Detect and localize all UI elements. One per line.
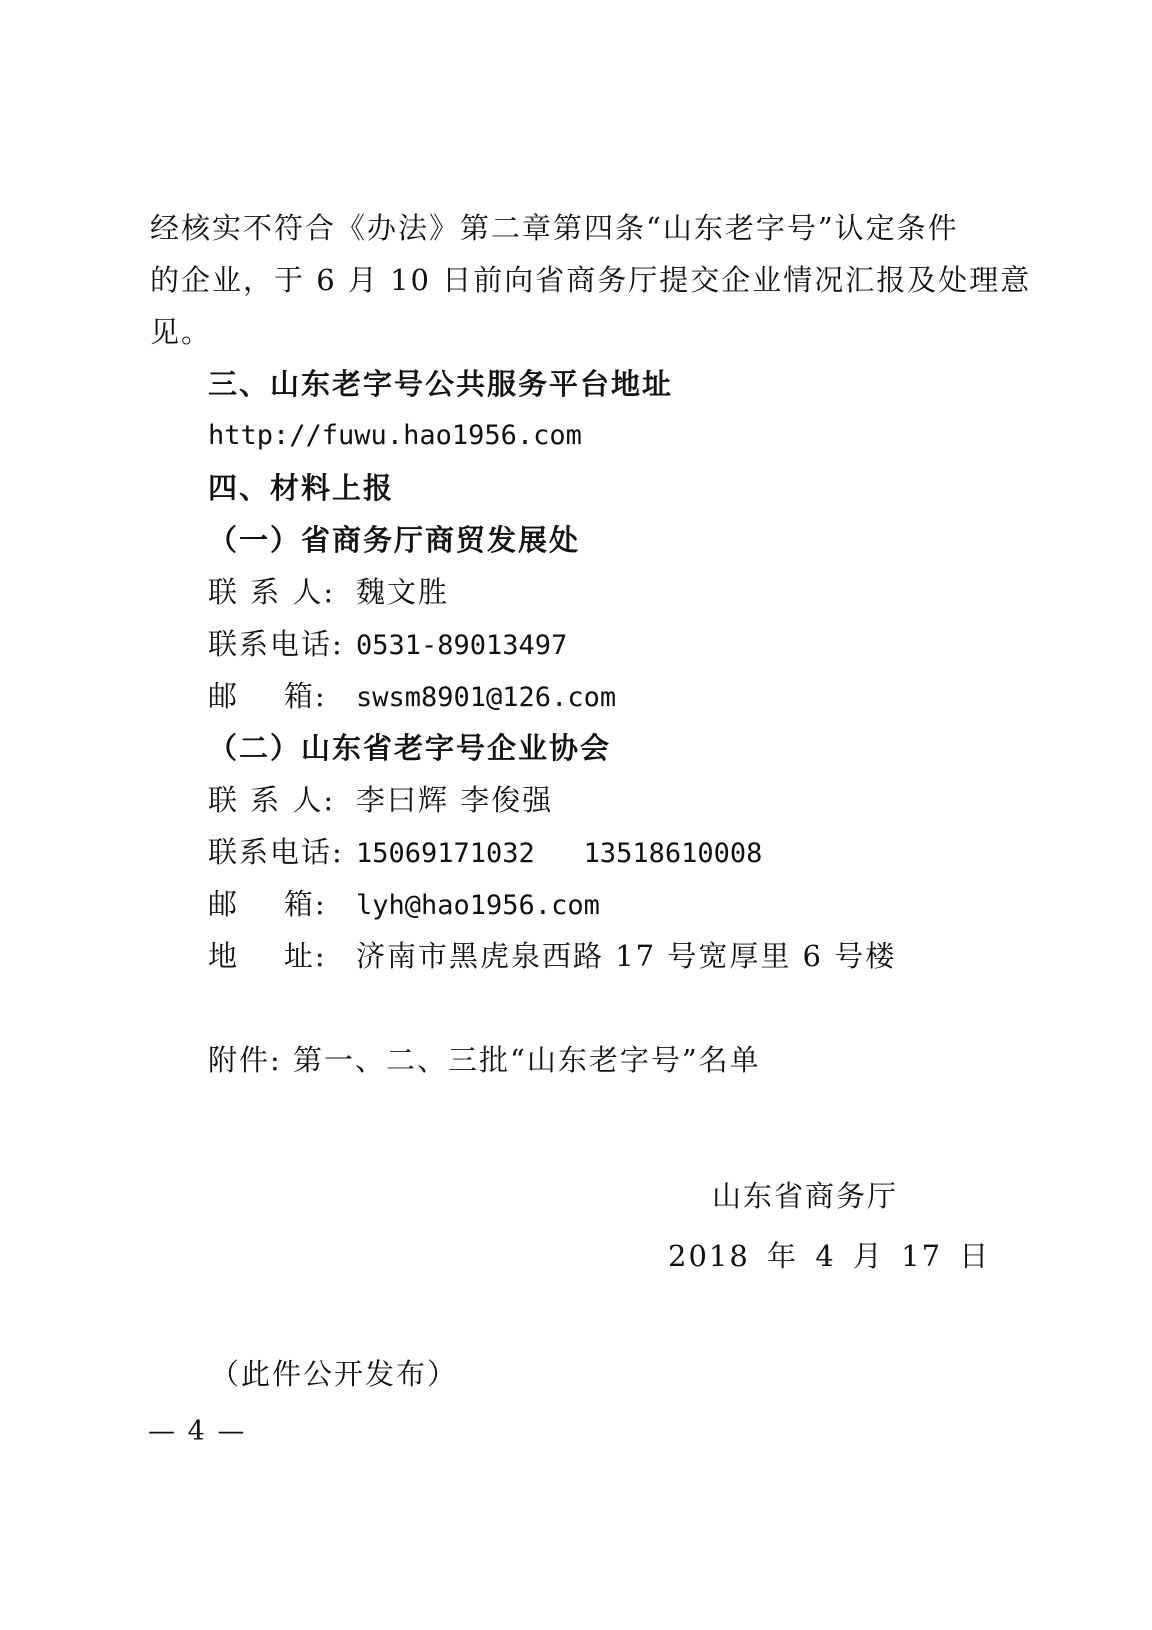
section-4-heading: 四、材料上报 [208, 471, 395, 505]
email-value[interactable]: swsm8901@126.com [356, 682, 617, 713]
org-1-contact-row [208, 572, 449, 612]
publication-note: （此件公开发布） [210, 1357, 459, 1391]
email-label: 邮 箱: [208, 887, 327, 921]
contact-value: 李曰辉 李俊强 [356, 783, 554, 817]
section-3-heading: 三、山东老字号公共服务平台地址 [208, 367, 674, 401]
phone-label: 联系电话: [208, 835, 344, 869]
org-2-phone-row [208, 832, 762, 874]
org-2-title: （二）山东省老字号企业协会 [208, 731, 612, 765]
page-number: — 4 — [148, 1416, 247, 1447]
org-2-address-row [208, 936, 896, 976]
org-2-contact-row [208, 780, 553, 820]
paragraph-line-2: 的企业，于 6 月 10 日前向省商务厅提交企业情况汇报及处理意 [150, 263, 1032, 297]
org-1-phone-row [208, 624, 567, 666]
platform-url[interactable]: http://fuwu.hao1956.com [208, 420, 582, 451]
address-value: 济南市黑虎泉西路 17 号宽厚里 6 号楼 [356, 939, 897, 973]
phone-value: 15069171032 13518610008 [356, 838, 763, 869]
issue-date: 2018 年 4 月 17 日 [668, 1239, 991, 1273]
email-label: 邮 箱: [208, 679, 327, 713]
attachment-note: 附件: 第一、二、三批“山东老字号”名单 [208, 1043, 761, 1077]
org-1-title: （一）省商务厅商贸发展处 [208, 523, 581, 557]
org-1-email-row [208, 676, 616, 718]
address-label: 地 址: [208, 939, 327, 973]
org-2-email-row [208, 884, 600, 926]
contact-value: 魏文胜 [356, 575, 450, 609]
paragraph-line-1: 经核实不符合《办法》第二章第四条“山东老字号”认定条件 [150, 211, 959, 245]
contact-label: 联 系 人: [208, 783, 336, 817]
email-value[interactable]: lyh@hao1956.com [356, 890, 600, 921]
paragraph-line-3: 见。 [150, 315, 213, 349]
contact-label: 联 系 人: [208, 575, 336, 609]
phone-value: 0531-89013497 [356, 630, 568, 661]
issuer-name: 山东省商务厅 [712, 1179, 899, 1213]
phone-label: 联系电话: [208, 627, 344, 661]
